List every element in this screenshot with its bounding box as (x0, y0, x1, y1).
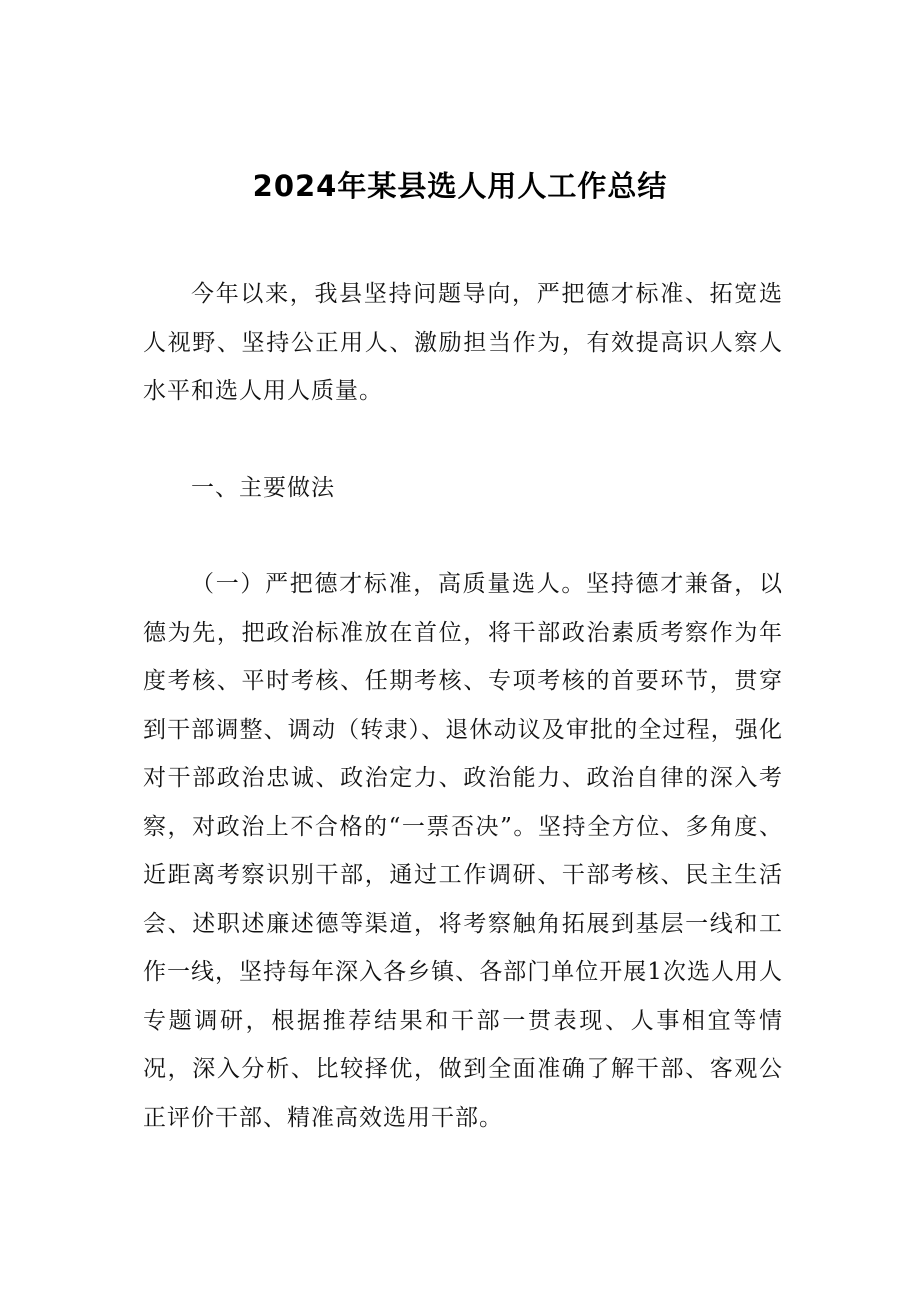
section-heading: 一、主要做法 (191, 475, 335, 501)
intro-paragraph: 今年以来，我县坚持问题导向，严把德才标准、拓宽选人视野、坚持公正用人、激励担当作为，有效提高识人察人水平和选人用人质量。 (143, 281, 783, 404)
section-body-paragraph: （一）严把德才标准，高质量选人。坚持德才兼备，以德为先，把政治标准放在首位，将干部政治素质考察作为年度考核、平时考核、任期考核、专项考核的首要环节，贯穿到干部调整、调动（转隶）、退休动议及审批的全过程，强化对干部政治忠诚、政治定力、政治能力、政治自律的深入考察，对政治上不合格的“一票否决”。坚持全方位、多角度、近距离考察识别干部，通过工作调研、干部考核、民主生活会、述职述廉述德等渠道，将考察触角拓展到基层一线和工作一线，坚持每年深入各乡镇、各部门单位开展1次选人用人专题调研，根据推荐结果和干部一贯表现、人事相宜等情况，深入分析、比较择优，做到全面准确了解干部、客观公正评价干部、精准高效选用干部。 (143, 571, 783, 1131)
document-title: 2024年某县选人用人工作总结 (252, 169, 668, 204)
